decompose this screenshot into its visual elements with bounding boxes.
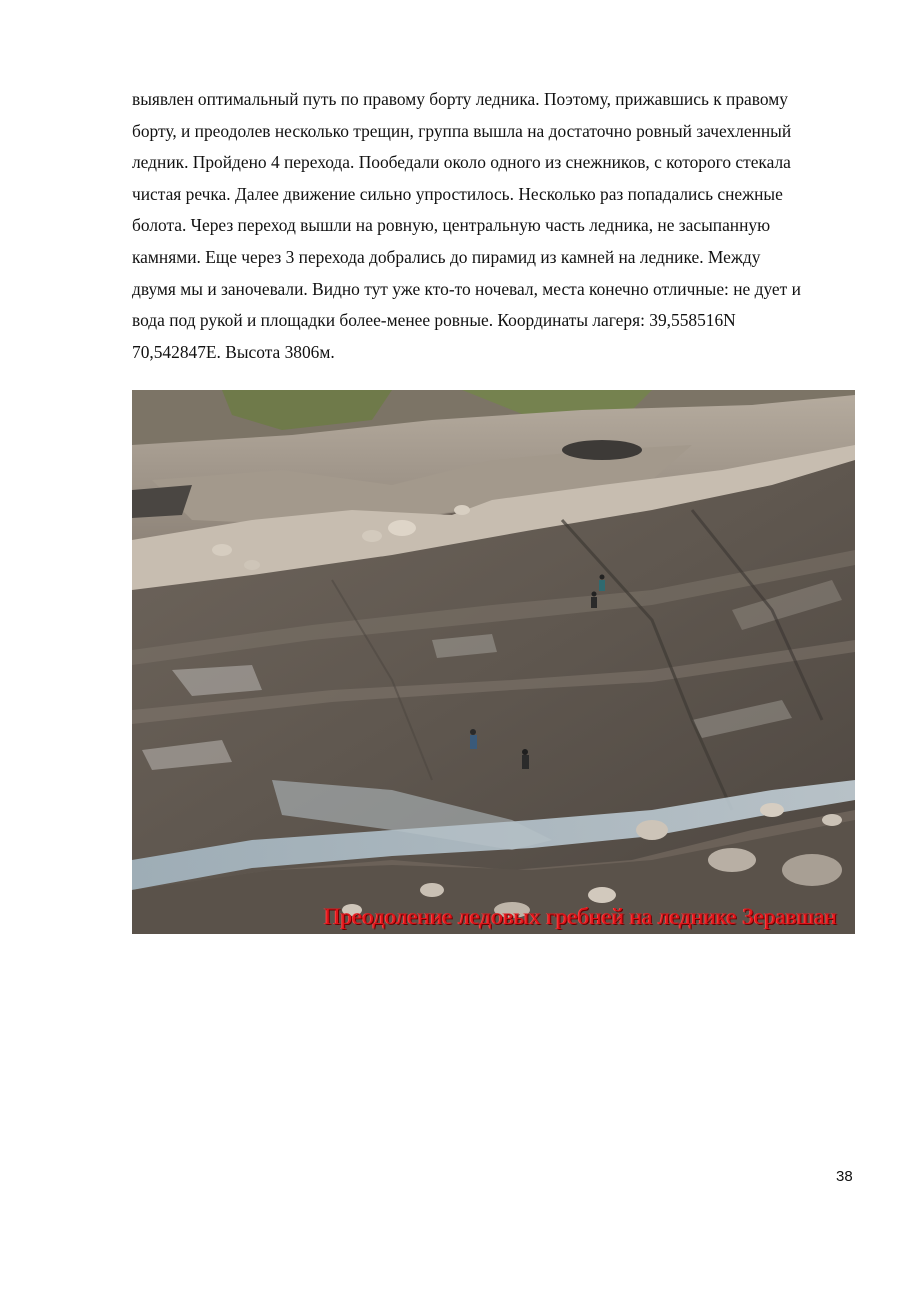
paragraph-line: камнями. Еще через 3 перехода добрались до пирамид из камней на леднике. Между [132, 246, 761, 267]
body-paragraph [132, 84, 862, 368]
glacier-photo-image [132, 390, 855, 934]
paragraph-line: борту, и преодолев несколько трещин, группа вышла на достаточно ровный зачехленный [132, 120, 792, 141]
paragraph-line: вода под рукой и площадки более-менее ровные. Координаты лагеря: 39,558516N [132, 310, 736, 331]
page-number: 38 [836, 1168, 853, 1185]
hiker-figure [599, 575, 605, 592]
photo-caption: Преодоление ледовых гребней на леднике Зеравшан [324, 904, 837, 929]
paragraph-line: 70,542847E. Высота 3806м. [132, 341, 335, 362]
paragraph-line: выявлен оптимальный путь по правому борту ледника. Поэтому, прижавшись к правому [132, 89, 788, 109]
paragraph-line: ледник. Пройдено 4 перехода. Пообедали около одного из снежников, с которого стекала [132, 152, 791, 173]
glacier-photo [132, 390, 855, 934]
paragraph-line: двумя мы и заночевали. Видно тут уже кто-то ночевал, места конечно отличные: не дует и [132, 278, 801, 299]
hiker-figure [522, 749, 529, 769]
paragraph-line: чистая речка. Далее движение сильно упростилось. Несколько раз попадались снежные [132, 183, 783, 204]
paragraph-line: болота. Через переход вышли на ровную, центральную часть ледника, не засыпанную [132, 215, 771, 236]
hiker-figure [591, 592, 597, 609]
hiker-figure [470, 729, 477, 749]
